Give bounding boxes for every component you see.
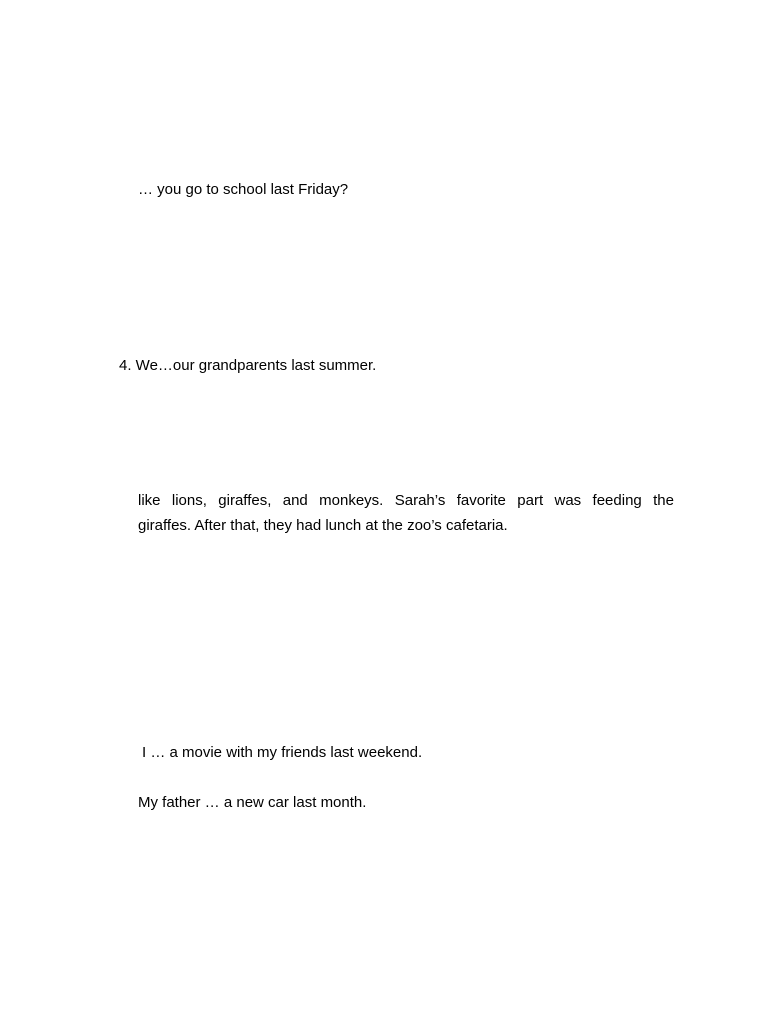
sentence-father-car: My father … a new car last month. [138, 794, 367, 811]
zoo-paragraph-line-2: giraffes. After that, they had lunch at the zoo’s cafetaria. [138, 517, 508, 534]
question-4-grandparents: 4. We…our grandparents last summer. [119, 357, 377, 374]
question-school-friday: … you go to school last Friday? [138, 181, 349, 198]
sentence-movie-weekend: I … a movie with my friends last weekend. [142, 744, 423, 761]
zoo-paragraph [138, 488, 674, 538]
zoo-paragraph-line-1: like lions, giraffes, and monkeys. Sarah’s favorite part was feeding the [138, 492, 674, 509]
